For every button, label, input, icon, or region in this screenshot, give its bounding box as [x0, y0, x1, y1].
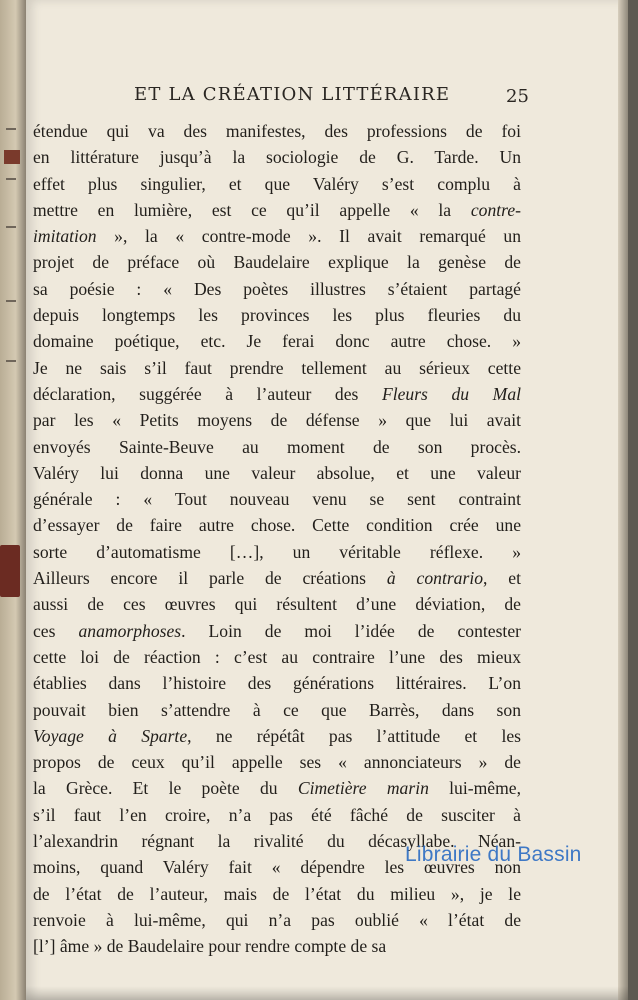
text-line [33, 749, 521, 775]
text-line [33, 907, 521, 933]
text-run: , et [483, 568, 521, 589]
text-line [33, 591, 521, 617]
adjacent-text-fragment [6, 178, 16, 180]
adjacent-text-fragment [6, 128, 16, 130]
adjacent-page-edge [0, 0, 26, 1000]
italic-text: Voyage à Sparte [33, 725, 188, 746]
text-run: domaine poétique, etc. Je ferai donc autre chose. » [33, 331, 521, 352]
text-run: étendue qui va des manifestes, des professions de foi [33, 121, 521, 141]
text-line [33, 565, 521, 591]
text-run: Valéry lui donna une valeur absolue, et une valeur [33, 462, 521, 483]
text-run: en littérature jusqu’à la sociologie de G. Tarde. Un [33, 147, 521, 168]
text-run: établies dans l’histoire des générations littéraires. L’on [33, 673, 521, 694]
text-run: renvoie à lui-même, qui n’a pas oublié « l’état de [33, 909, 521, 930]
italic-text: imitation [33, 226, 97, 247]
text-line [33, 118, 521, 144]
italic-text: à contrario [386, 568, 484, 589]
text-run: la Grèce. Et le poète du [33, 778, 298, 799]
text-run: l’alexandrin régnant la rivalité du décasyllabe. Néan- [33, 831, 521, 852]
text-line [33, 249, 521, 275]
text-run: cette loi de réaction : c’est au contraire l’une des mieux [33, 646, 521, 667]
text-line [33, 144, 521, 170]
body-text [33, 118, 521, 960]
italic-text: anamorphoses [78, 620, 182, 641]
italic-text: Cimetière marin [297, 778, 429, 799]
italic-text: Fleurs du Mal [381, 383, 522, 404]
page-shadow [26, 986, 628, 1000]
text-line [33, 723, 521, 749]
text-run: déclaration, suggérée à l’auteur des [33, 383, 382, 404]
text-run: mettre en lumière, est ce qu’il appelle « la [33, 199, 471, 220]
text-run: générale : « Tout nouveau venu se sent contraint [33, 489, 521, 510]
text-line [33, 171, 521, 197]
adjacent-page-mark [0, 545, 20, 597]
text-run: d’essayer de faire autre chose. Cette condition crée une [33, 515, 521, 536]
adjacent-text-fragment [6, 300, 16, 302]
text-line [33, 618, 521, 644]
text-line [33, 697, 521, 723]
text-run: , ne répétât pas l’attitude et les [187, 725, 521, 746]
text-run: Ailleurs encore il parle de créations [33, 568, 387, 589]
text-line [33, 933, 521, 959]
text-line [33, 512, 521, 538]
text-run: », la « contre-mode ». Il avait remarqué un [96, 226, 521, 247]
adjacent-page-mark [4, 150, 20, 164]
text-line [33, 775, 521, 801]
text-run: Je ne sais s’il faut prendre tellement au sérieux cette [33, 357, 521, 378]
text-line [33, 381, 521, 407]
text-run: sorte d’automatisme […], un véritable réflexe. » [33, 541, 521, 562]
text-run: projet de préface où Baudelaire explique la genèse de [33, 252, 521, 273]
text-line [33, 881, 521, 907]
text-line [33, 539, 521, 565]
italic-text: contre- [470, 199, 521, 220]
text-run: sa poésie : « Des poètes illustres s’étaient partagé [33, 278, 521, 299]
text-line [33, 355, 521, 381]
text-run: . Loin de moi l’idée de contester [181, 620, 521, 641]
text-line [33, 486, 521, 512]
text-run: ces [33, 620, 79, 641]
text-run: depuis longtemps les provinces les plus fleuries du [33, 305, 521, 326]
text-line [33, 670, 521, 696]
watermark: Librairie du Bassin [405, 843, 582, 866]
text-line [33, 644, 521, 670]
page-edge [618, 0, 628, 1000]
text-run: lui-même, [428, 778, 521, 799]
text-line [33, 276, 521, 302]
text-line [33, 223, 521, 249]
running-title: ET LA CRÉATION LITTÉRAIRE [134, 84, 451, 105]
adjacent-text-fragment [6, 360, 16, 362]
text-line [33, 302, 521, 328]
text-line [33, 434, 521, 460]
text-line [33, 802, 521, 828]
text-run: envoyés Sainte-Beuve au moment de son procès. [33, 436, 521, 457]
text-run: s’il faut l’en croire, n’a pas été fâché de susciter à [33, 804, 521, 825]
adjacent-text-fragment [6, 226, 16, 228]
text-line [33, 328, 521, 354]
text-run: moins, quand Valéry fait « dépendre les œuvres non [33, 857, 521, 878]
page-number: 25 [506, 86, 529, 107]
text-run: [l’] âme » de Baudelaire pour rendre compte de sa [33, 936, 387, 957]
text-run: propos de ceux qu’il appelle ses « annonciateurs » de [33, 752, 521, 773]
text-line [33, 197, 521, 223]
text-run: effet plus singulier, et que Valéry s’est complu à [33, 173, 521, 194]
text-run: par les « Petits moyens de défense » que lui avait [33, 410, 521, 431]
text-run: de l’état de l’auteur, mais de l’état du milieu », je le [33, 883, 521, 904]
text-line [33, 460, 521, 486]
text-run: aussi de ces œuvres qui résultent d’une déviation, de [33, 594, 521, 615]
text-run: pouvait bien s’attendre à ce que Barrès, dans son [33, 699, 521, 720]
text-line [33, 407, 521, 433]
